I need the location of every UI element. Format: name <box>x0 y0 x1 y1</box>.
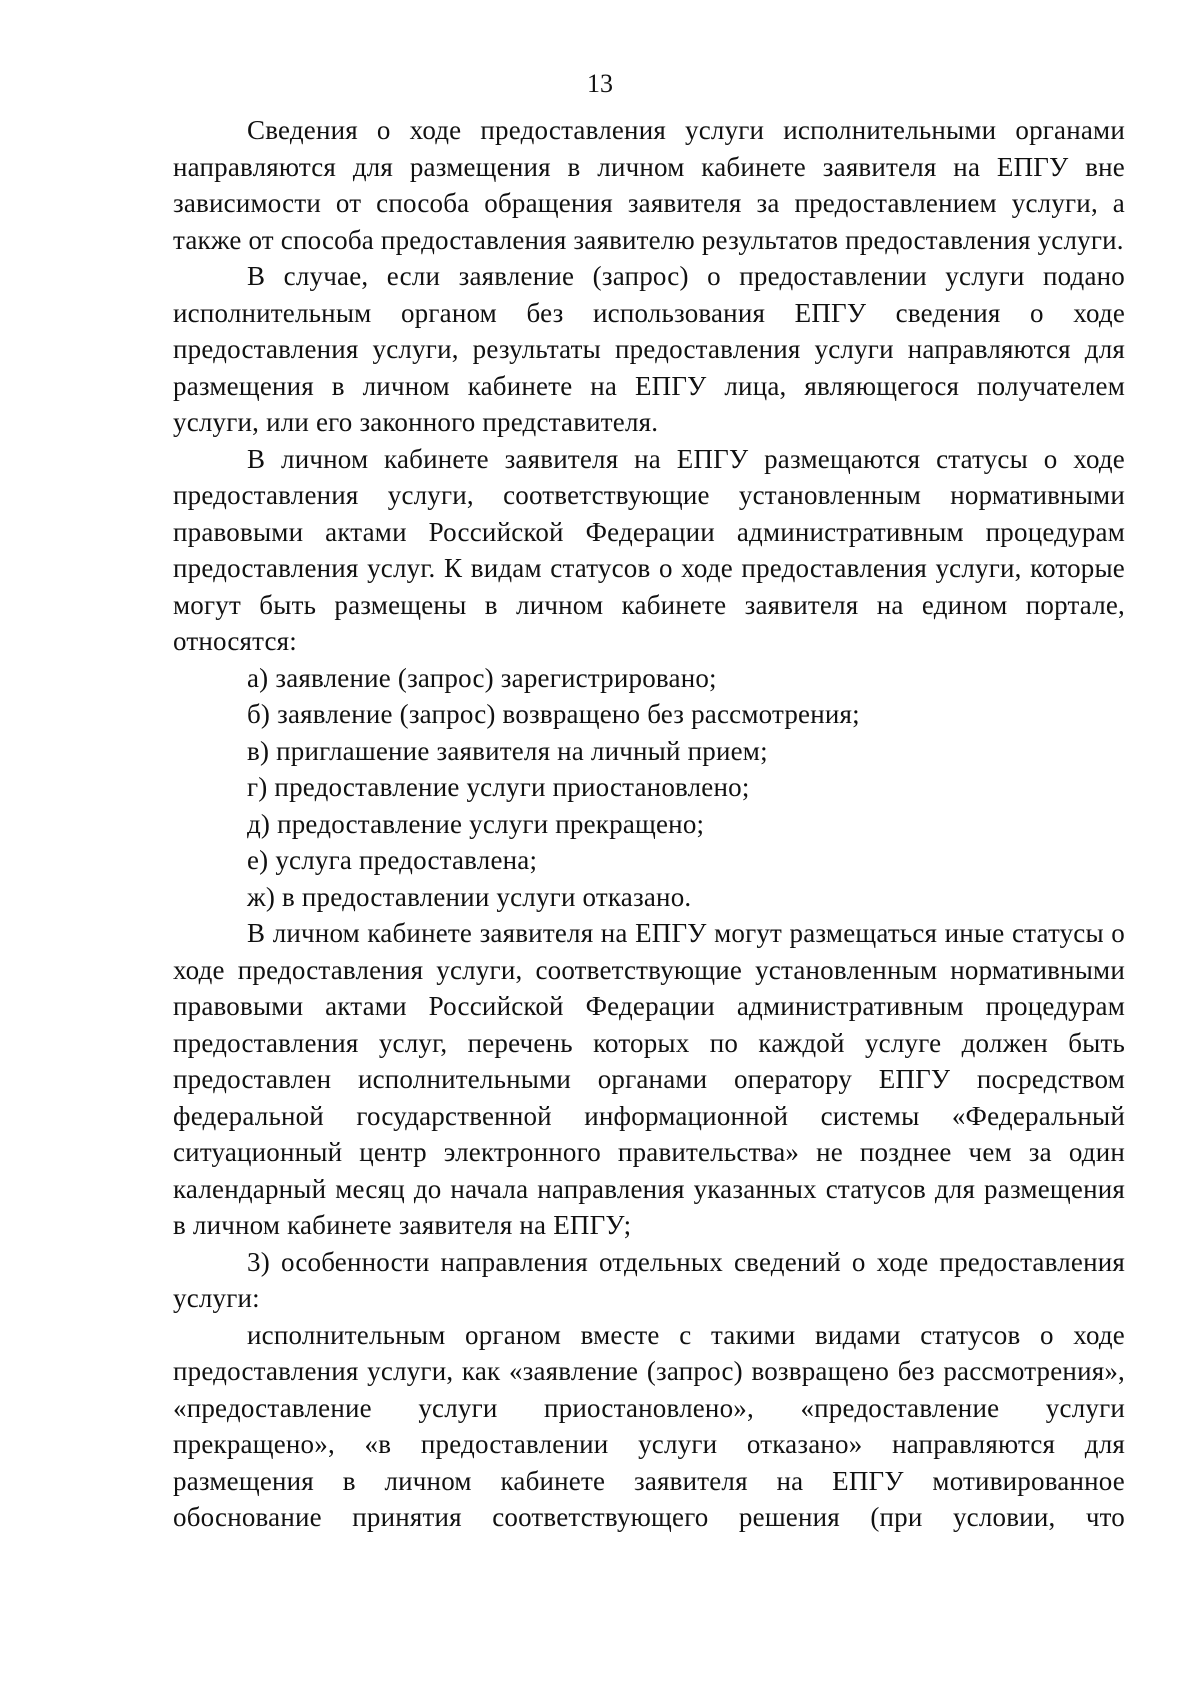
paragraph-justification: исполнительным органом вместе с такими видами статусов о ходе предоставления услуги, как «заявление (запрос) возвращено без рассмотрения», «предоставление услуги приостановлено», «предоставление услуги прекращено», «в предоставлении услуги отказано» направляются для размещения в личном кабинете заявителя на ЕПГУ мотивированное обоснование принятия соответствующего решения (при условии, что <box>173 1319 1125 1532</box>
paragraph-status-info: Сведения о ходе предоставления услуги исполнительными органами направляются для размещения в личном кабинете заявителя на ЕПГУ вне зависимости от способа обращения заявителя за предоставлением услуги, а также от способа предоставления заявителю результатов предоставления услуги. <box>173 115 1125 255</box>
paragraph-without-epgu: В случае, если заявление (запрос) о предоставлении услуги подано исполнительным органом без использования ЕПГУ сведения о ходе предоставления услуги, результаты предоставления услуги направляются для размещения в личном кабинете на ЕПГУ лица, являющегося получателем услуги, или его законного представителя. <box>173 261 1125 437</box>
page-number: 13 <box>587 69 613 98</box>
document-body <box>173 112 1125 1536</box>
status-list-item: а) заявление (запрос) зарегистрировано; <box>247 662 717 693</box>
paragraph-item-3: 3) особенности направления отдельных сведений о ходе предоставления услуги: <box>173 1246 1125 1313</box>
paragraph-status-types: В личном кабинете заявителя на ЕПГУ размещаются статусы о ходе предоставления услуги, соответствующие установленным нормативными правовыми актами Российской Федерации административным процедурам предоставления услуг. К видам статусов о ходе предоставления услуги, которые могут быть размещены в личном кабинете заявителя на едином портале, относятся: <box>173 443 1125 656</box>
status-list-item: д) предоставление услуги прекращено; <box>247 808 705 839</box>
status-list-item: г) предоставление услуги приостановлено; <box>247 772 750 802</box>
status-list-item: ж) в предоставлении услуги отказано. <box>247 881 692 912</box>
status-list-item: е) услуга предоставлена; <box>247 845 538 875</box>
status-list-item: б) заявление (запрос) возвращено без рассмотрения; <box>247 699 860 729</box>
status-list-item: в) приглашение заявителя на личный прием; <box>247 735 768 766</box>
paragraph-other-statuses: В личном кабинете заявителя на ЕПГУ могут размещаться иные статусы о ходе предоставления услуги, соответствующие установленным нормативными правовыми актами Российской Федерации административным процедурам предоставления услуг, перечень которых по каждой услуге должен быть предоставлен исполнительными органами оператору ЕПГУ посредством федеральной государственной информационной системы «Федеральный ситуационный центр электронного правительства» не позднее чем за один календарный месяц до начала направления указанных статусов для размещения в личном кабинете заявителя на ЕПГУ; <box>173 918 1125 1240</box>
